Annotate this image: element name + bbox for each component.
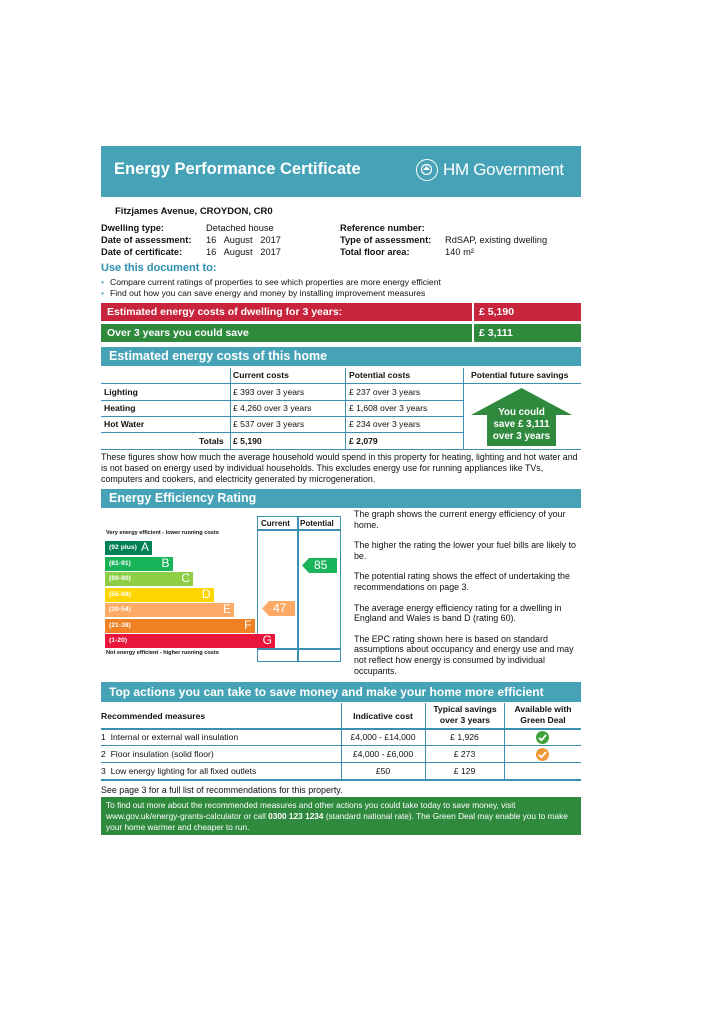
- band-range: (21-38): [109, 621, 131, 629]
- check-orange-icon: [536, 748, 549, 761]
- arrow-text-2: save £ 3,111: [493, 419, 550, 430]
- rating-paragraph: The graph shows the current energy efficiency of your home.: [354, 509, 566, 530]
- bullet-item: • Find out how you can save energy and money by installing improvement measures: [101, 288, 426, 298]
- rating-chart: [101, 516, 341, 662]
- action-savings: £ 1,926: [450, 732, 479, 742]
- row-current-heating: £ 4,260 over 3 years: [233, 403, 312, 413]
- dwelling-type-label: Dwelling type:: [101, 223, 165, 233]
- row-potential-hot-water: £ 234 over 3 years: [349, 419, 421, 429]
- rating-paragraph: The potential rating shows the effect of undertaking the recommendations on page 3.: [354, 571, 570, 592]
- col-current-label: Current: [261, 519, 290, 528]
- action-row: 3 Low energy lighting for all fixed outlets: [101, 766, 257, 776]
- potential-rating-arrow: [302, 558, 337, 573]
- rating-band-d: [105, 588, 214, 602]
- col-cost-header: Indicative cost: [353, 711, 413, 721]
- current-rating-arrow: [262, 601, 295, 616]
- col-current-header: Current costs: [233, 370, 289, 380]
- col-green-header: Available with Green Deal: [514, 704, 572, 725]
- col-measures-header: Recommended measures: [101, 711, 206, 721]
- row-potential-lighting: £ 237 over 3 years: [349, 387, 421, 397]
- rating-paragraph: The higher the rating the lower your fuel bills are likely to be.: [354, 540, 576, 561]
- hm-government-logo: HM Government: [443, 160, 564, 179]
- savings-arrow: [471, 388, 572, 446]
- arrow-text-1: You could: [498, 407, 545, 418]
- details-left: [101, 222, 281, 258]
- dwelling-type-value: Detached house: [206, 223, 274, 233]
- divider: [257, 648, 341, 650]
- potential-rating-value: 85: [314, 558, 328, 572]
- rating-paragraph: The average energy efficiency rating for a dwelling in England and Wales is band D (rating 60).: [354, 602, 562, 624]
- rating-band-a: [105, 541, 152, 555]
- row-potential-heating: £ 1,608 over 3 years: [349, 403, 428, 413]
- action-savings: £ 273: [453, 749, 476, 759]
- band-range: (92 plus): [109, 544, 137, 551]
- reference-label: Reference number:: [340, 223, 425, 233]
- date-assessment-value: 16 August 2017: [206, 235, 281, 245]
- costs-table: [101, 368, 581, 450]
- use-doc-bullets: [101, 277, 441, 299]
- band-letter: C: [181, 571, 190, 585]
- rating-explanation: [354, 509, 581, 676]
- estimated-costs-value: £ 5,190: [474, 303, 581, 321]
- rating-paragraph: The EPC rating shown here is based on standard assumptions about occupancy and energy use and may not reflect how energy is consumed by individual occupants.: [354, 633, 574, 676]
- check-green-icon: [536, 731, 549, 744]
- floor-area-label: Total floor area:: [340, 247, 410, 257]
- use-doc-heading: Use this document to:: [101, 262, 217, 274]
- property-address: Fitzjames Avenue, CROYDON, CR0: [115, 206, 273, 217]
- divider: [230, 368, 231, 450]
- divider: [101, 416, 463, 417]
- action-cost: £4,000 - £14,000: [350, 732, 416, 742]
- rating-band-b: [105, 557, 173, 571]
- action-row: 1 Internal or external wall insulation: [101, 732, 239, 742]
- phone-number: 0300 123 1234: [268, 811, 324, 821]
- row-current-lighting: £ 393 over 3 years: [233, 387, 305, 397]
- costs-section-heading: Estimated energy costs of this home: [101, 347, 581, 366]
- bullet-item: • Compare current ratings of properties to see which properties are more energy efficient: [101, 277, 441, 287]
- divider: [504, 703, 505, 780]
- rating-band-e: [105, 603, 234, 617]
- divider: [257, 529, 341, 531]
- band-range: (55-68): [109, 590, 131, 598]
- savings-value: £ 3,111: [474, 324, 581, 342]
- action-row: 2 Floor insulation (solid floor): [101, 749, 214, 759]
- band-range: (69-80): [109, 575, 131, 582]
- divider: [345, 368, 346, 450]
- rating-band-g: [105, 634, 275, 648]
- divider: [297, 516, 299, 662]
- rating-section-heading: Energy Efficiency Rating: [101, 489, 581, 508]
- col-potential-header: Potential costs: [349, 370, 411, 380]
- divider: [101, 400, 463, 401]
- savings-bar: Over 3 years you could save: [101, 324, 472, 342]
- type-assessment-label: Type of assessment:: [340, 235, 432, 245]
- row-label-hot-water: Hot Water: [104, 419, 145, 429]
- band-letter: B: [161, 555, 170, 570]
- type-assessment-value: RdSAP, existing dwelling: [445, 235, 548, 245]
- date-certificate-value: 16 August 2017: [206, 247, 281, 257]
- date-certificate-label: Date of certificate:: [101, 247, 183, 257]
- arrow-text-3: over 3 years: [492, 431, 551, 442]
- divider: [101, 449, 581, 450]
- see-page-note: See page 3 for a full list of recommendations for this property.: [101, 785, 343, 795]
- totals-current: £ 5,190: [233, 436, 262, 446]
- divider: [463, 383, 581, 384]
- footer-green-box: To find out more about the recommended measures and other actions you could take today to save money, visit www.gov.uk/energy-grants-calculator or call 0300 123 1234 (standard national rate). The Green Deal may enable you to make your home warmer and cheaper to run.: [101, 797, 581, 835]
- divider: [463, 368, 464, 450]
- band-range: (39-54): [109, 606, 131, 613]
- row-label-lighting: Lighting: [104, 387, 138, 397]
- band-letter: D: [201, 586, 211, 601]
- estimated-costs-bar: Estimated energy costs of dwelling for 3 years:: [101, 303, 472, 321]
- top-efficient-text: Very energy efficient - lower running costs: [106, 530, 219, 536]
- divider: [101, 383, 463, 384]
- totals-label: Totals: [199, 436, 224, 446]
- certificate-title: Energy Performance Certificate: [114, 160, 361, 178]
- divider: [101, 432, 463, 433]
- action-cost: £50: [375, 766, 391, 776]
- date-assessment-label: Date of assessment:: [101, 235, 192, 245]
- totals-potential: £ 2,079: [349, 436, 378, 446]
- actions-table: [101, 703, 581, 781]
- actions-section-heading: Top actions you can take to save money and make your home more efficient: [101, 682, 581, 702]
- band-range: (1-20): [109, 637, 128, 644]
- band-letter: A: [140, 540, 149, 554]
- col-savings-header: Potential future savings: [471, 370, 569, 380]
- bottom-inefficient-text: Not energy efficient - higher running costs: [106, 650, 219, 656]
- floor-area-value: 140 m²: [445, 247, 474, 257]
- current-rating-value: 47: [273, 601, 287, 615]
- crest-icon: [416, 159, 438, 181]
- row-label-heating: Heating: [104, 403, 136, 413]
- band-letter: F: [244, 617, 252, 632]
- rating-band-f: [105, 619, 255, 633]
- costs-note: These figures show how much the average household would spend in this property for heating, lighting and hot water and is not based on energy used by individual households. This excludes energy use for running appliances like TVs, computers and cookers, and electricity generated by microgeneration.: [101, 452, 578, 484]
- action-cost: £4,000 - £6,000: [352, 749, 414, 759]
- band-range: (81-91): [109, 559, 131, 567]
- details-right: [340, 222, 547, 258]
- band-letter: G: [262, 633, 272, 647]
- certificate-header: [101, 146, 581, 197]
- col-potential-label: Potential: [300, 519, 334, 528]
- col-savings-header: Typical savings over 3 years: [433, 704, 497, 725]
- row-current-hot-water: £ 537 over 3 years: [233, 419, 305, 429]
- rating-band-c: [105, 572, 193, 586]
- action-savings: £ 129: [453, 766, 476, 776]
- band-letter: E: [222, 602, 231, 616]
